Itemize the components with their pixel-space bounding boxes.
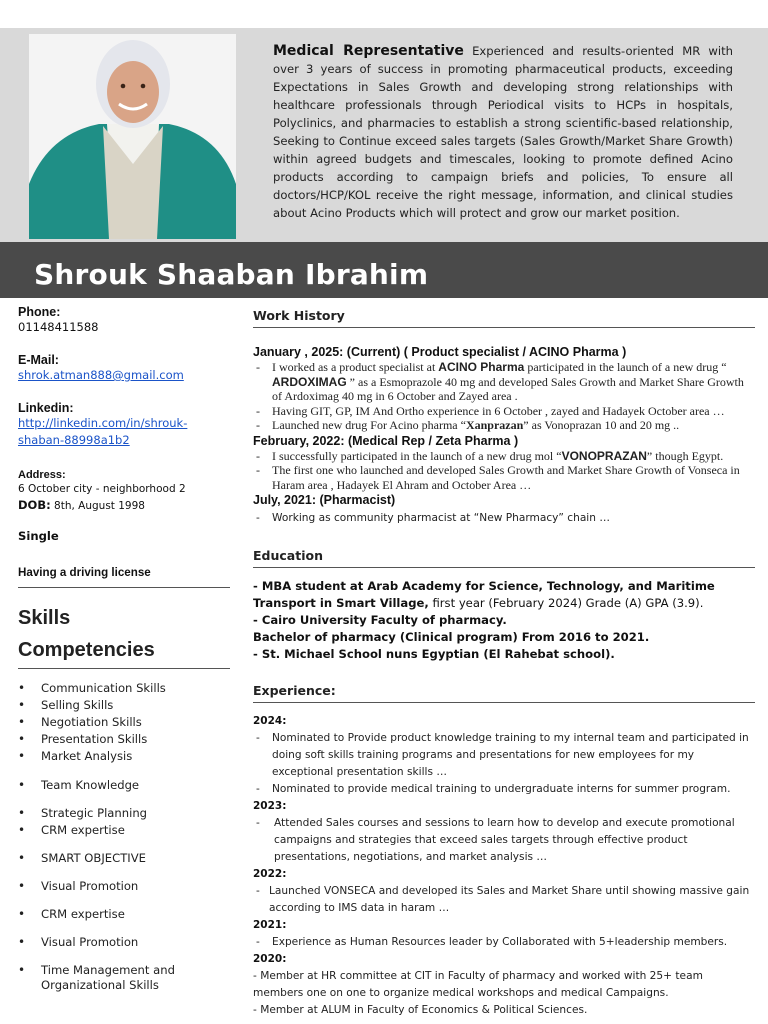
experience-item: - Experience as Human Resources leader by Collaborated with 5+leadership members.: [253, 934, 755, 951]
work-history-heading: Work History: [253, 308, 755, 328]
bullet-text: I worked as a product specialist at: [272, 360, 439, 374]
job-role: Medical Representative: [273, 43, 464, 59]
bullet-text: ” as a Esmoprazole 40 mg and developed Sales Growth and Market Share Growth of Ardoximag 40 mg in 6 October and Zayed area .: [272, 374, 744, 403]
experience-item: - Nominated to provide medical training to undergraduate interns for summer program.: [253, 781, 755, 798]
linkedin-url-part1[interactable]: http://linkedin.com/in/shrouk-: [18, 416, 188, 430]
drug-name: ARDOXIMAG: [272, 374, 347, 389]
linkedin-url-part2[interactable]: shaban-88998a1b2: [18, 433, 130, 447]
job-bullet: - The first one who launched and developed Sales Growth and Market Share Growth of Vonseca in Haram area , Hadayek El Ahram and October Area …: [253, 463, 755, 492]
skill-item: • Time Management and Organizational Skills: [18, 963, 230, 993]
skill-item: • Visual Promotion: [18, 879, 230, 894]
experience-year: 2023:: [253, 799, 287, 812]
skills-heading-line2: Competencies: [18, 639, 155, 661]
bullet-text: I successfully participated in the launch of a new drug mol “: [272, 448, 562, 463]
job-bullet: [253, 360, 755, 404]
marital-status: Single: [18, 529, 59, 543]
divider: [18, 668, 230, 669]
address-value: 6 October city - neighborhood 2: [18, 483, 186, 495]
job-bullet: - Having GIT, GP, IM And Ortho experience in 6 October , zayed and Hadayek October area …: [253, 404, 755, 419]
experience-year: 2024:: [253, 714, 287, 727]
education-entry: Bachelor of pharmacy (Clinical program) From 2016 to 2021.: [253, 629, 650, 644]
company-name: ACINO Pharma: [438, 360, 525, 374]
dob-line: [18, 497, 230, 514]
experience-item: - Member at ALUM in Faculty of Economics & Political Sciences.: [253, 1003, 588, 1016]
education-entry: - St. Michael School nuns Egyptian (El Rahebat school).: [253, 646, 615, 661]
linkedin-link[interactable]: [18, 415, 230, 449]
skill-item: • SMART OBJECTIVE: [18, 851, 230, 866]
bullet-text: ” as Vonoprazan 10 and 20 mg ..: [523, 418, 680, 432]
skill-item: • Market Analysis: [18, 749, 230, 764]
skill-item: • Team Knowledge: [18, 778, 230, 793]
skill-item: • Negotiation Skills: [18, 715, 230, 730]
education-degree: - MBA student at Arab Academy for Science, Technology, and Maritime Transport in Smart Village,: [253, 578, 715, 610]
skill-item: • CRM expertise: [18, 823, 230, 838]
summary-text: Experienced and results-oriented MR with over 3 years of success in promoting pharmaceutical products, exceeding Expectations in Sales Growth and developing strong relationships with healthcare professionals through Periodical visits to HCPs in hospitals, Polyclinics, and pharmacies to establish a strong scientific-based relationship, Seeking to Continue exceed sales targets (Sales Growth/Market Share Growth) within agreed budgets and timescales, looking to promote defined Acino products according to campaign briefs and policies, To ensure all doctors/HCP/KOL receive the right message, information, and clinical studies about Acino Products which will protect and grow our market position.: [273, 44, 734, 220]
experience-year: 2022:: [253, 867, 287, 880]
job-bullets: [253, 449, 755, 493]
experience-item: - Member at HR committee at CIT in Faculty of pharmacy and worked with 25+ team members one on one to organize medical workshops and medical Campaigns.: [253, 969, 703, 999]
skill-item: • Selling Skills: [18, 698, 230, 713]
education-detail: first year (February 2024) Grade (A) GPA (3.9).: [428, 595, 704, 610]
skill-item: • CRM expertise: [18, 907, 230, 922]
skill-item: • Visual Promotion: [18, 935, 230, 950]
skill-item: • Strategic Planning: [18, 806, 230, 821]
dob-value: 8th, August 1998: [54, 500, 145, 512]
linkedin-label: Linkedin:: [18, 401, 74, 415]
address-label: Address:: [18, 469, 66, 481]
job-title: February, 2022: (Medical Rep / Zeta Pharma ): [253, 433, 519, 448]
email-label: E-Mail:: [18, 353, 59, 367]
job-title: January , 2025: (Current) ( Product specialist / ACINO Pharma ): [253, 345, 627, 359]
skill-item: • Presentation Skills: [18, 732, 230, 747]
education-entry: - Cairo University Faculty of pharmacy.: [253, 612, 507, 627]
profile-photo: [29, 34, 236, 239]
phone-value: 01148411588: [18, 320, 99, 334]
bullet-text: ” though Egypt.: [646, 448, 724, 463]
drug-name: Xanprazan: [465, 418, 524, 432]
education-entry: [253, 578, 755, 612]
job-bullet: [253, 418, 755, 433]
education-heading: Education: [253, 548, 755, 568]
experience-heading: Experience:: [253, 683, 755, 703]
phone-label: Phone:: [18, 305, 61, 319]
person-name: Shrouk Shaaban Ibrahim: [34, 258, 429, 291]
experience-item: - Nominated to Provide product knowledge training to my internal team and participated in doing soft skills training programs and presentations for new employees for my exceptional presentation skills …: [253, 730, 755, 781]
experience-item: - Launched VONSECA and developed its Sales and Market Share until showing massive gain according to IMS data in haram …: [253, 883, 755, 917]
skill-item: • Communication Skills: [18, 681, 230, 696]
job-bullet: - Working as community pharmacist at “New Pharmacy” chain …: [253, 511, 755, 526]
skills-list: [18, 681, 230, 993]
dob-label: DOB:: [18, 498, 51, 512]
job-bullet: [253, 449, 755, 464]
skills-heading-line1: Skills: [18, 607, 71, 629]
experience-item: - Attended Sales courses and sessions to learn how to develop and execute promotional campaigns and strategies that exceed sales targets through effective product presentations, negotiations, and market analysis …: [253, 815, 755, 866]
divider: [18, 587, 230, 588]
experience-year: 2020:: [253, 952, 287, 965]
professional-summary: [273, 42, 733, 222]
sidebar: [18, 300, 230, 993]
bullet-text: participated in the launch of a new drug “: [524, 360, 727, 374]
job-bullets: [253, 511, 755, 526]
main-content: [253, 300, 755, 1019]
driving-license: Having a driving license: [18, 566, 151, 579]
bullet-text: Launched new drug For Acino pharma “: [272, 418, 466, 432]
job-title: July, 2021: (Pharmacist): [253, 493, 396, 507]
email-link[interactable]: shrok.atman888@gmail.com: [18, 368, 184, 382]
drug-name: VONOPRAZAN: [561, 448, 647, 463]
skills-heading: [18, 602, 230, 666]
job-bullets: [253, 360, 755, 433]
experience-year: 2021:: [253, 918, 287, 931]
